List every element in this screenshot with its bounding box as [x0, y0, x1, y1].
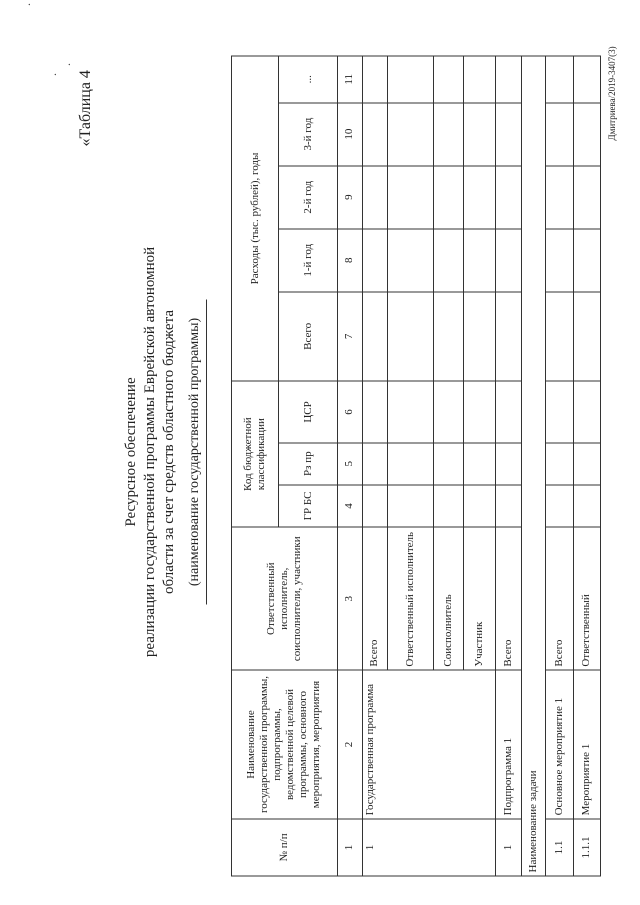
table-cell — [573, 229, 600, 292]
header-year-2: 2-й год — [279, 166, 337, 229]
table-cell — [388, 443, 433, 485]
table-cell — [496, 229, 522, 292]
task-name-row: Наименование задачи — [522, 56, 546, 876]
table-cell — [433, 166, 463, 229]
table-cell — [573, 292, 600, 381]
resource-table — [231, 56, 601, 877]
table-cell — [573, 103, 600, 166]
main-activity-name: Основное мероприятие 1 — [545, 670, 573, 819]
document-stamp: Дмитриева/2019-3407(3) — [607, 46, 617, 141]
program-executor-cell: Ответственный исполнитель — [388, 527, 433, 670]
table-cell — [433, 443, 463, 485]
table-cell — [388, 229, 433, 292]
main-activity-num: 1.1 — [545, 819, 573, 876]
table-cell — [463, 229, 495, 292]
table-cell — [362, 229, 388, 292]
table-cell — [388, 56, 433, 103]
table-cell — [388, 103, 433, 166]
header-num: № п/п — [232, 819, 338, 876]
header-total: Всего — [279, 292, 337, 381]
table-cell — [463, 103, 495, 166]
column-number: 8 — [337, 229, 362, 292]
table-cell — [573, 56, 600, 103]
table-cell — [433, 485, 463, 528]
table-cell — [573, 485, 600, 528]
table-cell — [463, 443, 495, 485]
table-cell — [388, 485, 433, 528]
table-cell — [573, 166, 600, 229]
activity-name: Мероприятие 1 — [573, 670, 600, 819]
header-csr: ЦСР — [279, 381, 337, 443]
table-cell — [496, 56, 522, 103]
header-budget-code: Код бюджетной классификации — [232, 381, 279, 527]
program-name-placeholder: (наименование государственной программы) — [187, 300, 207, 605]
subprogram-name: Подпрограмма 1 — [496, 670, 522, 819]
table-cell — [433, 381, 463, 443]
table-cell — [433, 229, 463, 292]
table-cell — [573, 381, 600, 443]
table-cell — [362, 56, 388, 103]
activity-num: 1.1.1 — [573, 819, 600, 876]
header-expenses: Расходы (тыс. рублей), годы — [232, 56, 279, 381]
table-cell — [496, 292, 522, 381]
table-cell — [573, 443, 600, 485]
table-cell — [545, 166, 573, 229]
program-executor-cell: Соисполнитель — [433, 527, 463, 670]
table-cell — [545, 292, 573, 381]
title-line: реализации государственной программы Еврейской автономной — [142, 246, 158, 658]
scan-speck: · — [48, 72, 62, 77]
header-grbs: ГР БС — [279, 485, 337, 528]
table-label: «Таблица 4 — [77, 70, 94, 147]
header-year-3: 3-й год — [279, 103, 337, 166]
table-cell — [496, 103, 522, 166]
table-cell — [496, 381, 522, 443]
column-number: 2 — [337, 670, 362, 819]
table-cell — [496, 443, 522, 485]
column-number: 10 — [337, 103, 362, 166]
table-cell — [463, 166, 495, 229]
program-name: Государственная программа — [362, 670, 496, 819]
table-cell — [545, 443, 573, 485]
header-name: Наименование государственной программы, подпрограммы, ведомственной целевой программы, основного мероприятия, мероприятия — [232, 670, 338, 819]
subprogram-num: 1 — [496, 819, 522, 876]
table-cell — [362, 103, 388, 166]
table-cell — [433, 292, 463, 381]
table-cell — [362, 381, 388, 443]
table-cell — [545, 381, 573, 443]
column-number: 1 — [337, 819, 362, 876]
column-number: 5 — [337, 443, 362, 485]
scan-speck: · — [62, 62, 76, 67]
table-cell — [362, 166, 388, 229]
table-cell — [545, 103, 573, 166]
column-number: 7 — [337, 292, 362, 381]
table-cell — [496, 166, 522, 229]
subprogram-executor: Всего — [496, 527, 522, 670]
activity-executor: Ответственный — [573, 527, 600, 670]
program-executor-cell: Участник — [463, 527, 495, 670]
table-cell — [388, 381, 433, 443]
title-line: области за счет средств областного бюджета — [161, 310, 177, 594]
column-number: 9 — [337, 166, 362, 229]
table-cell — [362, 443, 388, 485]
table-cell — [463, 381, 495, 443]
table-cell — [545, 56, 573, 103]
header-rzpr: Рз пр — [279, 443, 337, 485]
table-cell — [463, 292, 495, 381]
column-number: 4 — [337, 485, 362, 528]
scan-speck: · — [22, 2, 36, 7]
table-cell — [388, 292, 433, 381]
header-more: ... — [279, 56, 337, 103]
main-activity-executor: Всего — [545, 527, 573, 670]
table-cell — [463, 485, 495, 528]
column-number: 11 — [337, 56, 362, 103]
table-cell — [433, 103, 463, 166]
table-cell — [362, 292, 388, 381]
program-num: 1 — [362, 819, 496, 876]
table-cell — [433, 56, 463, 103]
header-executor: Ответственный исполнитель, соисполнители, участники — [232, 527, 338, 670]
table-cell — [545, 229, 573, 292]
program-executor-cell: Всего — [362, 527, 388, 670]
title-line: Ресурсное обеспечение — [123, 377, 139, 527]
table-cell — [545, 485, 573, 528]
column-number: 6 — [337, 381, 362, 443]
table-cell — [362, 485, 388, 528]
table-cell — [463, 56, 495, 103]
column-number: 3 — [337, 527, 362, 670]
table-cell — [496, 485, 522, 528]
header-year-1: 1-й год — [279, 229, 337, 292]
table-cell — [388, 166, 433, 229]
document-title — [122, 0, 179, 905]
